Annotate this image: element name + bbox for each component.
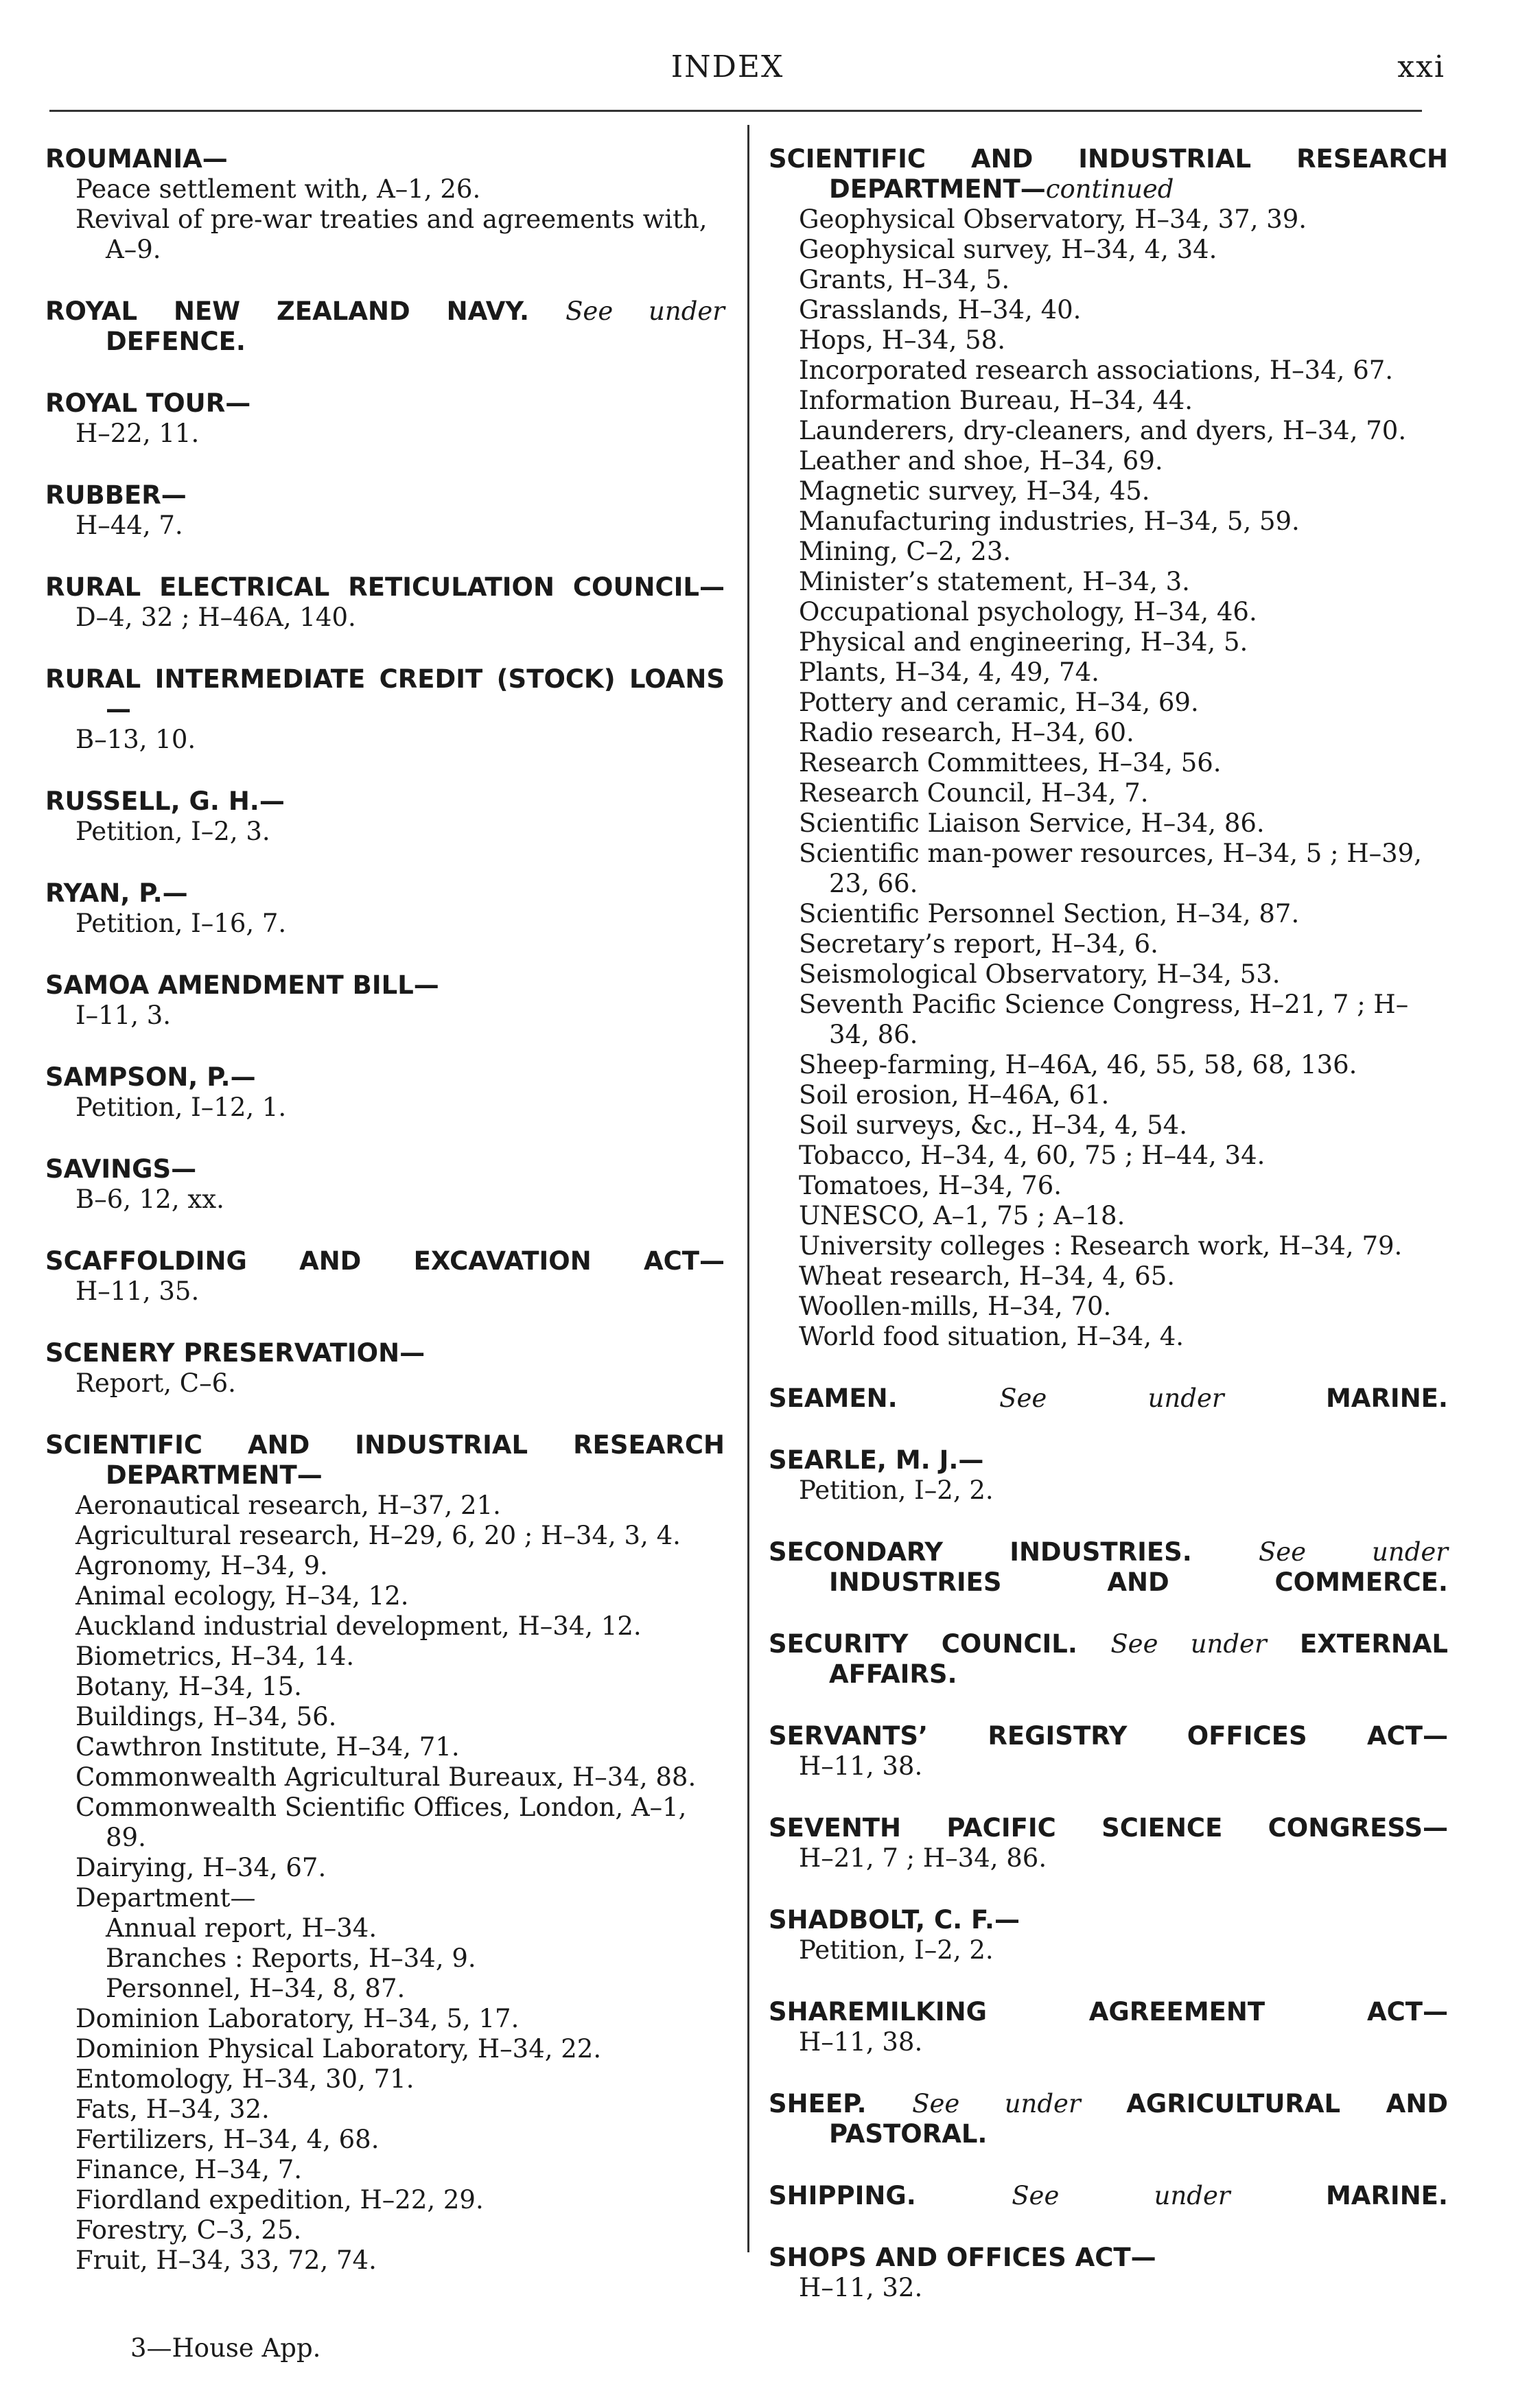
index-subentry: Petition, I–12, 1. (75, 1093, 287, 1122)
index-entry (769, 2243, 1448, 2303)
index-subsubentry: Annual report, H–34. (106, 1913, 377, 1943)
index-subentry: Woollen-mills, H–34, 70. (799, 1292, 1112, 1321)
index-subentry: Dominion Laboratory, H–34, 5, 17. (75, 2004, 520, 2033)
index-subentry: Hops, H–34, 58. (799, 325, 1005, 355)
index-entry (769, 1445, 1448, 1506)
entry-heading (769, 1537, 1448, 1598)
index-subentry: Department— (75, 1883, 256, 1913)
index-subentry: Magnetic survey, H–34, 45. (799, 476, 1150, 506)
entry-heading (45, 572, 725, 603)
index-entry (45, 296, 725, 357)
entry-heading (45, 786, 725, 817)
entry-heading (769, 1445, 1448, 1475)
entry-heading-text: SCAFFOLDING AND EXCAVATION ACT— (45, 1246, 725, 1276)
index-subentry: Agricultural research, H–29, 6, 20 ; H–34, 3, 4. (75, 1521, 681, 1550)
index-subentry: Geophysical survey, H–34, 4, 34. (799, 235, 1217, 264)
entry-heading-text: SHOPS AND OFFICES ACT— (769, 2243, 1156, 2272)
index-subentry: Biometrics, H–34, 14. (75, 1642, 355, 1671)
index-entry (769, 2181, 1448, 2211)
index-entry (45, 970, 725, 1031)
index-subentry: Seismological Observatory, H–34, 53. (799, 959, 1281, 989)
index-subentry: Dairying, H–34, 67. (75, 1853, 327, 1882)
index-subentry: Animal ecology, H–34, 12. (75, 1581, 409, 1611)
column-divider (747, 125, 749, 2252)
index-subentry: H–22, 11. (75, 419, 200, 448)
index-subentry: Soil erosion, H–46A, 61. (799, 1080, 1110, 1110)
index-subentry: Tomatoes, H–34, 76. (799, 1171, 1062, 1200)
entry-heading-text: SEAMEN. (769, 1384, 898, 1413)
entry-heading (769, 1384, 1448, 1414)
cross-reference-target: EXTERNAL AFFAIRS. (829, 1629, 1448, 1689)
index-subentry: Secretary’s report, H–34, 6. (799, 929, 1158, 959)
entry-heading-text: ROYAL TOUR— (45, 388, 251, 418)
printer-signature: 3—House App. (130, 2333, 321, 2363)
index-subentry: Fruit, H–34, 33, 72, 74. (75, 2245, 377, 2275)
entry-heading (45, 296, 725, 357)
index-subentry: B–13, 10. (75, 725, 196, 754)
index-subentry: Cawthron Institute, H–34, 71. (75, 1732, 460, 1762)
index-subentry: Grasslands, H–34, 40. (799, 295, 1082, 325)
entry-heading (45, 1154, 725, 1184)
index-subentry: Fats, H–34, 32. (75, 2094, 270, 2124)
see-under-label: See under (1110, 1629, 1267, 1659)
index-subentry: UNESCO, A–1, 75 ; A–18. (799, 1201, 1125, 1230)
see-under-label: See under (1258, 1537, 1448, 1567)
index-entry (45, 1154, 725, 1215)
index-subentry: Leather and shoe, H–34, 69. (799, 446, 1163, 476)
entry-heading-text: SECONDARY INDUSTRIES. (769, 1537, 1192, 1567)
left-column (45, 144, 725, 2307)
index-entry (45, 1246, 725, 1307)
index-subentry: Minister’s statement, H–34, 3. (799, 567, 1190, 596)
see-under-label: See under (999, 1384, 1224, 1413)
index-subentry: Scientific man-power resources, H–34, 5 ; H–39, 23, 66. (799, 839, 1422, 898)
cross-reference-target: AGRICULTURAL AND PASTORAL. (829, 2089, 1448, 2149)
index-subentry: D–4, 32 ; H–46A, 140. (75, 603, 356, 632)
entry-heading (769, 2243, 1448, 2273)
cross-reference-target: MARINE. (1325, 2181, 1448, 2210)
index-entry (45, 480, 725, 541)
index-subentry: Information Bureau, H–34, 44. (799, 386, 1193, 415)
index-entry (769, 144, 1448, 1352)
cross-reference-target: MARINE. (1325, 1384, 1448, 1413)
entry-heading-text: SERVANTS’ REGISTRY OFFICES ACT— (769, 1721, 1448, 1751)
index-entry (769, 1629, 1448, 1690)
entry-heading-text: RYAN, P.— (45, 878, 188, 908)
entry-heading-text: SHIPPING. (769, 2181, 916, 2210)
index-subentry: Commonwealth Scientific Offices, London, A–1, 89. (75, 1793, 687, 1852)
entry-heading (45, 1062, 725, 1093)
entry-heading (769, 1813, 1448, 1843)
entry-heading (769, 1905, 1448, 1935)
entry-heading (45, 144, 725, 174)
index-subentry: Petition, I–2, 3. (75, 817, 270, 846)
index-subentry: Wheat research, H–34, 4, 65. (799, 1261, 1176, 1291)
index-subentry: Petition, I–2, 2. (799, 1475, 994, 1505)
index-subentry: H–21, 7 ; H–34, 86. (799, 1843, 1047, 1873)
entry-heading (769, 1629, 1448, 1690)
index-subentry: Geophysical Observatory, H–34, 37, 39. (799, 205, 1307, 234)
cross-reference-target: INDUSTRIES AND COMMERCE. (829, 1567, 1448, 1597)
index-subentry: Soil surveys, &c., H–34, 4, 54. (799, 1110, 1187, 1140)
entry-heading-text: SCIENTIFIC AND INDUSTRIAL RESEARCH DEPARTMENT— (45, 1430, 725, 1490)
index-subentry: Entomology, H–34, 30, 71. (75, 2064, 415, 2094)
index-entry (45, 878, 725, 939)
entry-heading-text: SEVENTH PACIFIC SCIENCE CONGRESS— (769, 1813, 1448, 1843)
index-subentry: Research Committees, H–34, 56. (799, 748, 1222, 778)
index-entry (769, 1813, 1448, 1873)
index-subentry: World food situation, H–34, 4. (799, 1322, 1185, 1351)
index-subentry: Report, C–6. (75, 1368, 236, 1398)
index-subentry: Pottery and ceramic, H–34, 69. (799, 688, 1199, 717)
index-subentry: Finance, H–34, 7. (75, 2155, 303, 2184)
index-subentry: Commonwealth Agricultural Bureaux, H–34, 88. (75, 1762, 697, 1792)
index-subentry: Occupational psychology, H–34, 46. (799, 597, 1257, 627)
index-subentry: Research Council, H–34, 7. (799, 778, 1149, 808)
index-subentry: B–6, 12, xx. (75, 1184, 224, 1214)
index-subentry: Radio research, H–34, 60. (799, 718, 1134, 747)
index-subsubentry: Branches : Reports, H–34, 9. (106, 1943, 476, 1973)
entry-heading-text: SHEEP. (769, 2089, 867, 2118)
index-subentry: Revival of pre-war treaties and agreements with, A–9. (75, 205, 708, 264)
entry-heading-text: SAMOA AMENDMENT BILL— (45, 970, 439, 1000)
entry-heading (45, 1338, 725, 1368)
index-subentry: Petition, I–2, 2. (799, 1935, 994, 1965)
index-subentry: Sheep-farming, H–46A, 46, 55, 58, 68, 136. (799, 1050, 1357, 1079)
index-subentry: Peace settlement with, A–1, 26. (75, 174, 481, 204)
index-subentry: Auckland industrial development, H–34, 12. (75, 1611, 642, 1641)
entry-heading (45, 664, 725, 725)
index-subentry: Grants, H–34, 5. (799, 265, 1010, 294)
index-subentry: H–44, 7. (75, 511, 183, 540)
entry-heading (769, 1721, 1448, 1751)
entry-heading (769, 2089, 1448, 2149)
index-entry (769, 1721, 1448, 1782)
index-subentry: Fertilizers, H–34, 4, 68. (75, 2125, 380, 2154)
index-entry (45, 1430, 725, 2276)
index-entry (769, 1997, 1448, 2057)
index-subentry: H–11, 32. (799, 2273, 923, 2302)
page-header (0, 33, 1540, 88)
index-subentry: Incorporated research associations, H–34, 67. (799, 355, 1394, 385)
index-subentry: Agronomy, H–34, 9. (75, 1551, 328, 1580)
index-entry (45, 1338, 725, 1399)
index-entry (769, 2089, 1448, 2149)
index-entry (45, 1062, 725, 1123)
index-entry (45, 786, 725, 847)
entry-heading-text: RUBBER— (45, 480, 187, 510)
entry-heading-text: SAVINGS— (45, 1154, 197, 1184)
entry-heading-text: SAMPSON, P.— (45, 1062, 256, 1092)
index-subentry: Petition, I–16, 7. (75, 909, 287, 938)
entry-heading (45, 1246, 725, 1276)
index-subentry: Manufacturing industries, H–34, 5, 59. (799, 506, 1300, 536)
index-subentry: H–11, 35. (75, 1276, 200, 1306)
right-column (769, 144, 1448, 2335)
entry-heading (45, 878, 725, 909)
index-subentry: Aeronautical research, H–37, 21. (75, 1491, 501, 1520)
index-subentry: I–11, 3. (75, 1001, 172, 1030)
index-entry (45, 572, 725, 633)
entry-heading-text: ROYAL NEW ZEALAND NAVY. (45, 296, 530, 326)
entry-heading (45, 388, 725, 419)
entry-heading-text: RUSSELL, G. H.— (45, 786, 285, 816)
see-under-label: See under (1012, 2181, 1230, 2210)
entry-heading (45, 480, 725, 511)
index-subentry: Scientific Liaison Service, H–34, 86. (799, 808, 1265, 838)
index-entry (45, 388, 725, 449)
entry-heading (45, 1430, 725, 1491)
index-subentry: Botany, H–34, 15. (75, 1672, 302, 1701)
index-entry (45, 664, 725, 755)
index-subentry: Forestry, C–3, 25. (75, 2215, 302, 2245)
see-under-label: See under (565, 296, 725, 326)
index-subentry: Seventh Pacific Science Congress, H–21, 7 ; H–34, 86. (799, 990, 1409, 1049)
entry-heading-text: SECURITY COUNCIL. (769, 1629, 1077, 1659)
index-subentry: Buildings, H–34, 56. (75, 1702, 337, 1731)
cross-reference-target: DEFENCE. (106, 327, 246, 356)
index-subentry: Mining, C–2, 23. (799, 537, 1012, 566)
entry-heading-text: RURAL ELECTRICAL RETICULATION COUNCIL— (45, 572, 725, 602)
index-subentry: Tobacco, H–34, 4, 60, 75 ; H–44, 34. (799, 1141, 1265, 1170)
index-subentry: Dominion Physical Laboratory, H–34, 22. (75, 2034, 602, 2064)
entry-heading-text: SEARLE, M. J.— (769, 1445, 984, 1475)
index-entry (769, 1905, 1448, 1965)
see-under-label: See under (912, 2089, 1081, 2118)
index-subentry: Launderers, dry-cleaners, and dyers, H–34, 70. (799, 416, 1407, 445)
index-subentry: H–11, 38. (799, 1751, 923, 1781)
entry-heading (769, 2181, 1448, 2211)
page-number: xxi (1397, 49, 1445, 84)
entry-heading-text: SHAREMILKING AGREEMENT ACT— (769, 1997, 1448, 2027)
index-subsubentry: Personnel, H–34, 8, 87. (106, 1974, 406, 2003)
index-subentry: Plants, H–34, 4, 49, 74. (799, 657, 1099, 687)
entry-heading (769, 1997, 1448, 2027)
page-title: INDEX (670, 49, 784, 84)
index-subentry: H–11, 38. (799, 2027, 923, 2057)
index-subentry: Scientific Personnel Section, H–34, 87. (799, 899, 1300, 929)
entry-heading (45, 970, 725, 1001)
entry-heading-text: RURAL INTERMEDIATE CREDIT (STOCK) LOANS— (45, 664, 725, 724)
header-rule (49, 110, 1422, 112)
index-subentry: University colleges : Research work, H–34, 79. (799, 1231, 1403, 1261)
index-subentry: Fiordland expedition, H–22, 29. (75, 2185, 484, 2215)
entry-heading-text: SHADBOLT, C. F.— (769, 1905, 1020, 1935)
entry-heading-text: ROUMANIA— (45, 144, 228, 174)
entry-heading-text: SCENERY PRESERVATION— (45, 1338, 425, 1368)
index-entry (45, 144, 725, 265)
entry-heading-text: SCIENTIFIC AND INDUSTRIAL RESEARCH DEPARTMENT— (769, 144, 1448, 204)
continued-label: continued (1045, 174, 1174, 204)
entry-heading (769, 144, 1448, 205)
index-subentry: Physical and engineering, H–34, 5. (799, 627, 1248, 657)
index-entry (769, 1384, 1448, 1414)
index-entry (769, 1537, 1448, 1598)
